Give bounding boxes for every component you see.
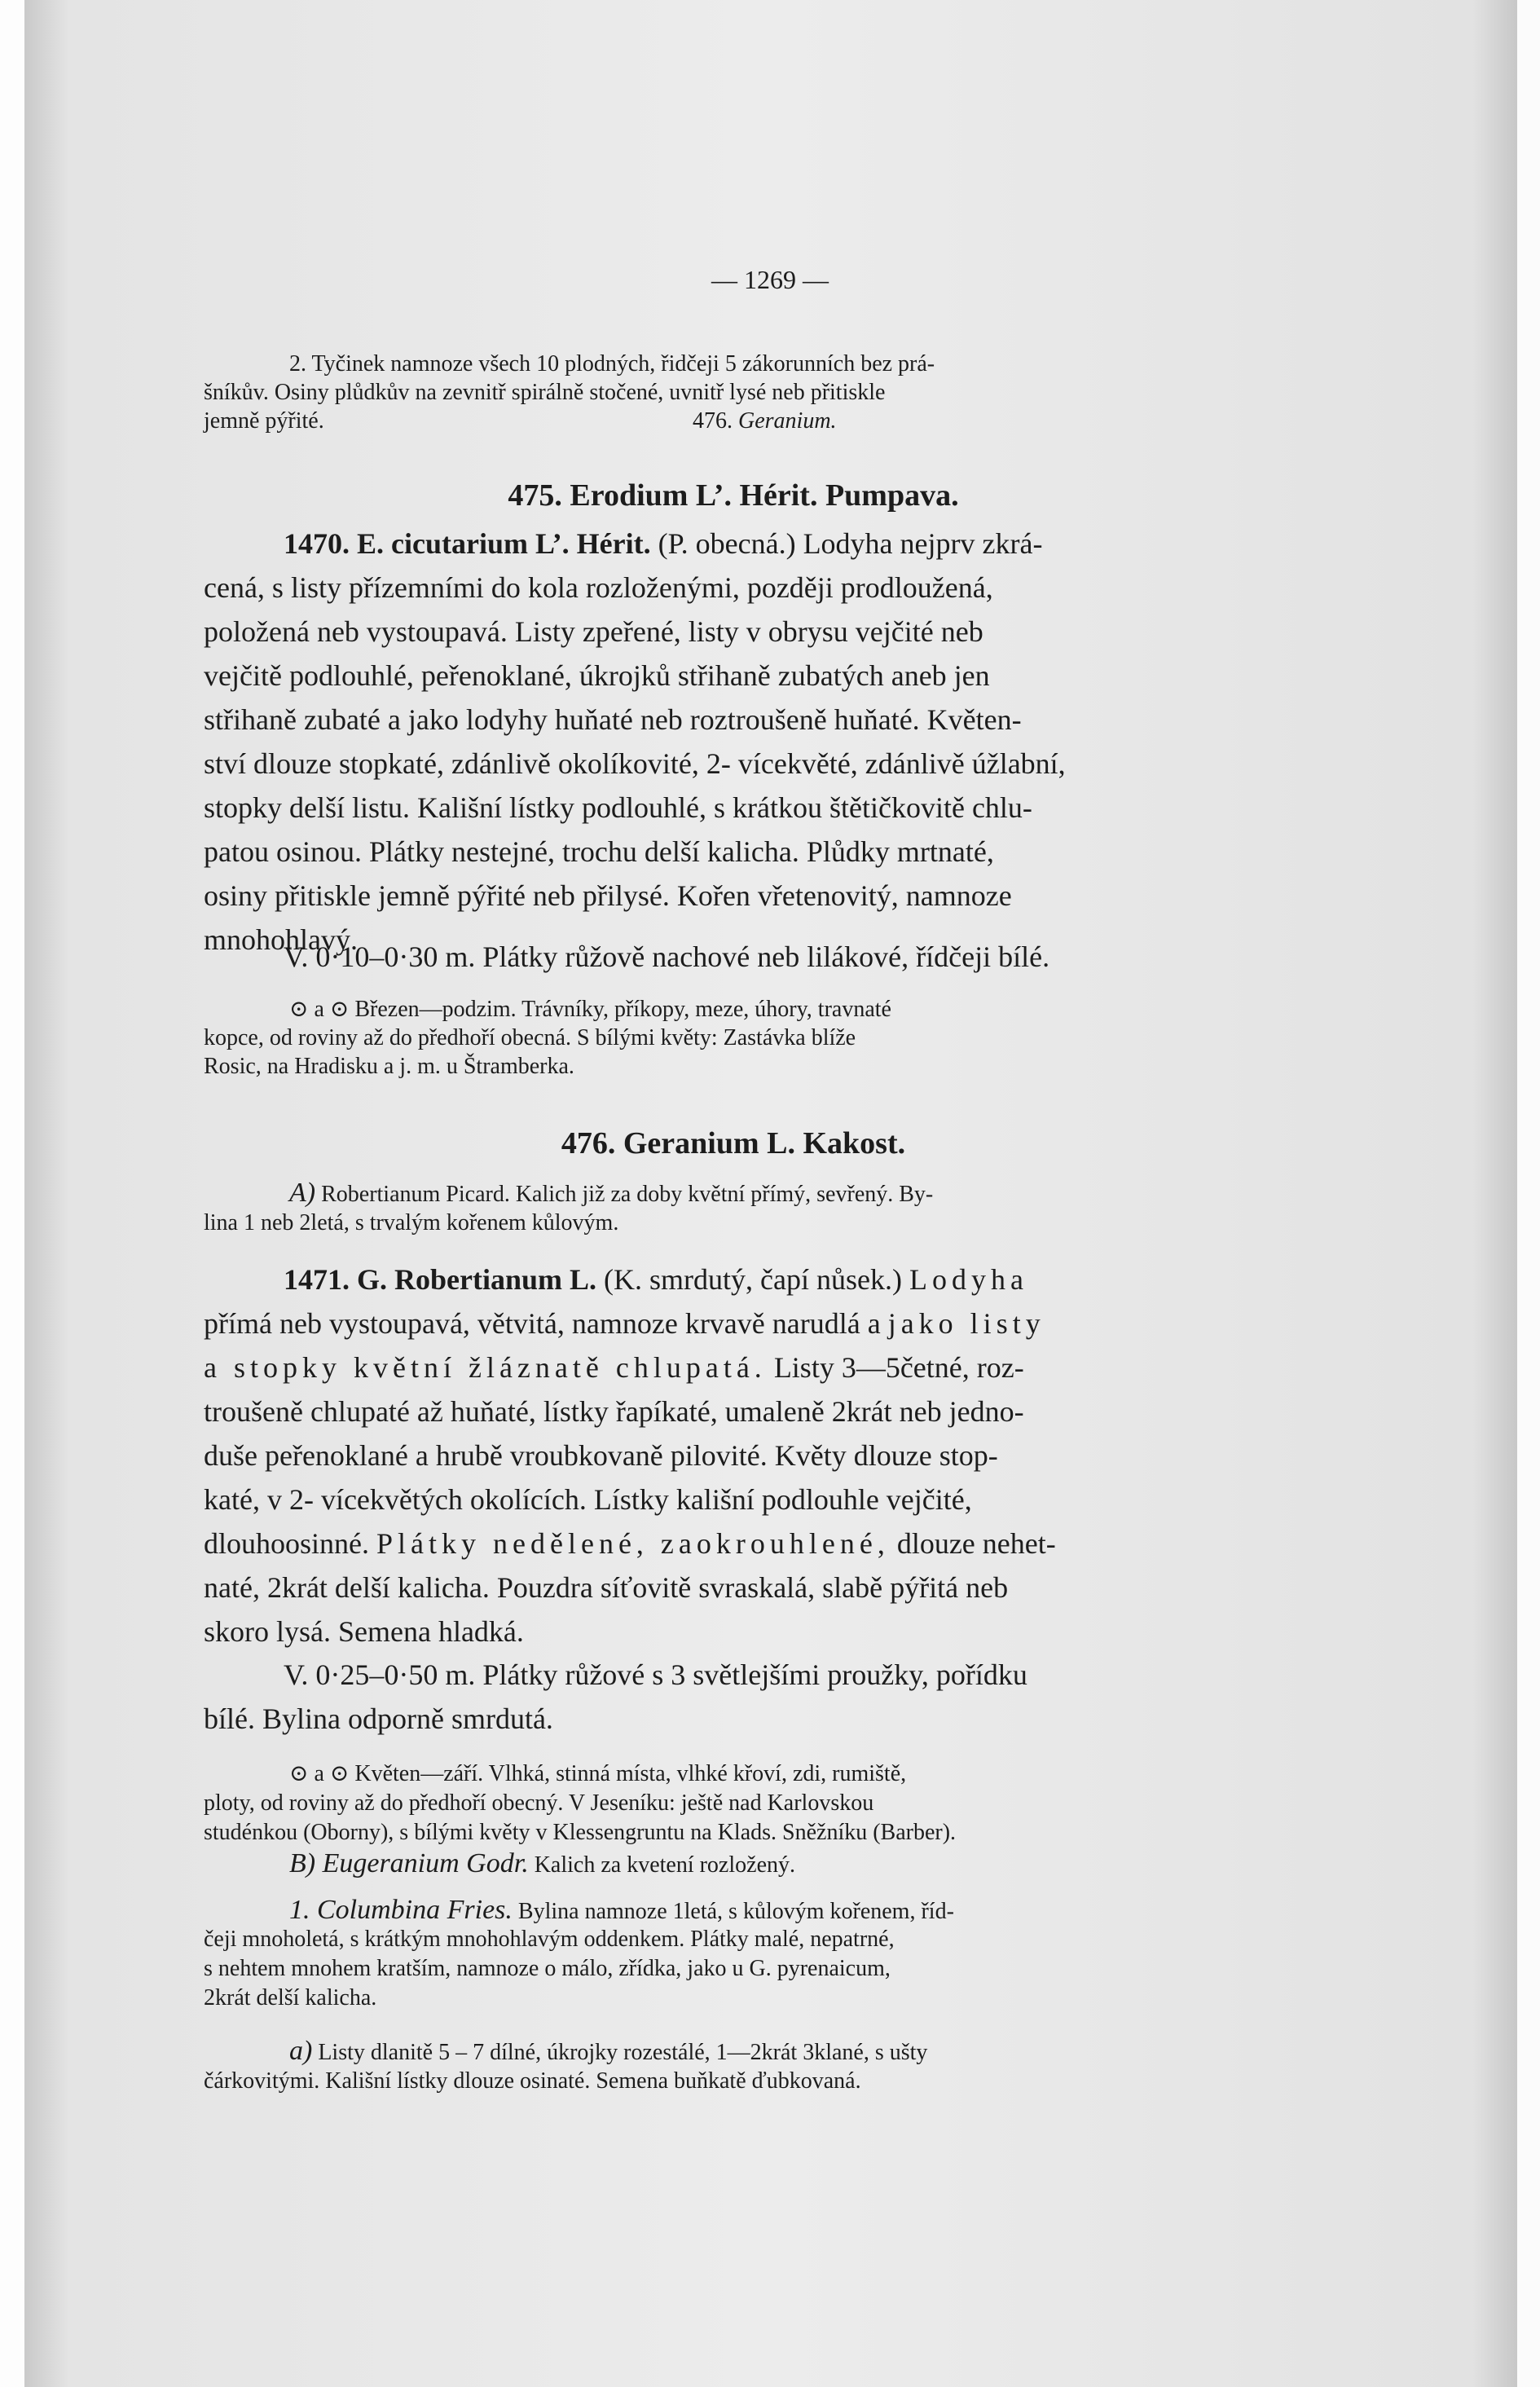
species-name: 1471. G. Robertianum L. <box>284 1263 597 1296</box>
genus-name: Geranium. <box>738 408 837 434</box>
text-line: položená neb vystoupavá. Listy zpeřené, listy v obrysu vejčité neb <box>204 615 983 648</box>
page-number: — 1269 — <box>711 265 829 294</box>
text-line: čárkovitými. Kališní lístky dlouze osinaté. Semena buňkatě ďubkovaná. <box>204 2068 861 2094</box>
text-line: s nehtem mnohem kratším, namnoze o málo, zřídka, jako u G. pyrenaicum, <box>204 1956 891 1981</box>
text-line: patou osinou. Plátky nestejné, trochu delší kalicha. Plůdky mrtnaté, <box>204 835 994 868</box>
text-line: 2krát delší kalicha. <box>204 1985 377 2010</box>
text-line <box>204 1350 1263 1385</box>
text-line: Rosic, na Hradisku a j. m. u Štramberka. <box>204 1054 574 1079</box>
text-span: dlouhoosinné. <box>204 1527 376 1560</box>
spaced-text: a stopky květní žláznatě chlupatá. <box>204 1351 767 1384</box>
text-line: bílé. Bylina odporně smrdutá. <box>204 1702 553 1735</box>
spaced-text: jako listy <box>887 1307 1045 1340</box>
text-line: skoro lysá. Semena hladká. <box>204 1615 524 1648</box>
text-span: Robertianum Picard. Kalich již za doby květní přímý, sevřený. By- <box>315 1182 934 1207</box>
text-span: Kalich za kvetení rozložený. <box>528 1852 795 1878</box>
section-label: B) Eugeranium Godr. <box>289 1848 529 1878</box>
text-line: osiny přitiskle jemně pýřité neb přilysé. Kořen vřetenovitý, namnoze <box>204 879 1012 912</box>
text-span: dlouze nehet- <box>889 1527 1056 1560</box>
species-line <box>284 526 1343 562</box>
text-span: Listy 3—5četné, roz- <box>766 1351 1024 1384</box>
text-line: lina 1 neb 2letá, s trvalým kořenem kůlovým. <box>204 1210 619 1235</box>
species-line <box>284 1262 1343 1297</box>
text-line: ⊙ a ⊙ Květen—září. Vlhká, stinná místa, vlhké křoví, zdi, rumiště, <box>289 1761 907 1786</box>
text-span: (P. obecná.) Lodyha nejprv zkrá- <box>650 527 1043 560</box>
section-label: a) <box>289 2036 313 2066</box>
text-line: mnohohlavý. <box>204 923 358 956</box>
text-line: šníkův. Osiny plůdkův na zevnitř spirálně stočené, uvnitř lysé neb přitiskle <box>204 380 886 405</box>
genus-heading: 475. Erodium L’. Hérit. Pumpava. <box>508 478 959 513</box>
text-line: ploty, od roviny až do předhoří obecný. V Jeseníku: ještě nad Karlovskou <box>204 1790 874 1816</box>
text-line: troušeně chlupaté až huňaté, lístky řapíkaté, umaleně 2krát neb jedno- <box>204 1395 1024 1428</box>
spaced-text: Lodyha <box>909 1263 1028 1296</box>
text-line: vejčitě podlouhlé, peřenoklané, úkrojků střihaně zubatých aneb jen <box>204 659 990 692</box>
text-span: Bylina namnoze 1letá, s kůlovým kořenem, říd- <box>512 1899 954 1924</box>
text-line <box>204 1526 1263 1561</box>
genus-reference <box>693 407 837 435</box>
text-line <box>289 1850 1349 1879</box>
text-line: cená, s listy přízemními do kola rozloženými, později prodloužená, <box>204 571 993 604</box>
text-line: ství dlouze stopkaté, zdánlivě okolíkovité, 2- vícekvěté, zdánlivě úžlabní, <box>204 747 1066 780</box>
text-line: střihaně zubaté a jako lodyhy huňaté neb roztroušeně huňaté. Květen- <box>204 703 1022 736</box>
text-line <box>289 1179 1349 1209</box>
text-span: přímá neb vystoupavá, větvitá, namnoze krvavě narudlá a <box>204 1307 888 1340</box>
text-line <box>204 1306 1263 1341</box>
genus-heading: 476. Geranium L. Kakost. <box>561 1126 906 1160</box>
text-line <box>289 1896 1349 1926</box>
text-line <box>289 2037 1349 2067</box>
section-label: A) <box>289 1178 316 1208</box>
text-span: 476. <box>693 408 738 434</box>
text-line: studénkou (Oborny), s bílými květy v Klessengruntu na Klads. Sněžníku (Barber). <box>204 1820 957 1845</box>
text-line: stopky delší listu. Kališní lístky podlouhlé, s krátkou štětičkovitě chlu- <box>204 791 1032 824</box>
text-line: katé, v 2- vícekvětých okolících. Lístky kališní podlouhle vejčité, <box>204 1483 972 1516</box>
text-span: (K. smrdutý, čapí nůsek.) <box>596 1263 909 1296</box>
text-line: naté, 2krát delší kalicha. Pouzdra síťovitě svraskalá, slabě pýřitá neb <box>204 1571 1009 1604</box>
right-margin <box>1517 0 1540 2387</box>
text-line: čeji mnoholetá, s krátkým mnohohlavým oddenkem. Plátky malé, nepatrné, <box>204 1927 895 1952</box>
spaced-text: Plátky nedělené, zaokrouhlené, <box>376 1527 890 1560</box>
text-line: ⊙ a ⊙ Březen—podzim. Trávníky, příkopy, meze, úhory, travnaté <box>289 997 891 1022</box>
text-line: kopce, od roviny až do předhoří obecná. S bílými květy: Zastávka blíže <box>204 1025 856 1050</box>
text-line: V. 0·25–0·50 m. Plátky růžové s 3 světlejšími proužky, pořídku <box>284 1658 1027 1691</box>
section-label: 1. Columbina Fries. <box>289 1895 513 1925</box>
text-line: 2. Tyčinek namnoze všech 10 plodných, řidčeji 5 zákorunních bez prá- <box>289 351 935 377</box>
text-line: duše peřenoklané a hrubě vroubkovaně pilovité. Květy dlouze stop- <box>204 1439 998 1472</box>
text-line: V. 0·10–0·30 m. Plátky růžově nachové neb lilákové, řídčeji bílé. <box>284 940 1050 973</box>
species-name: 1470. E. cicutarium L’. Hérit. <box>284 527 651 560</box>
text-line <box>204 407 1279 435</box>
text-span: Listy dlanitě 5 – 7 dílné, úkrojky rozestálé, 1—2krát 3klané, s ušty <box>312 2040 928 2065</box>
text-span: jemně pýřité. <box>204 408 324 434</box>
left-margin <box>0 0 24 2387</box>
